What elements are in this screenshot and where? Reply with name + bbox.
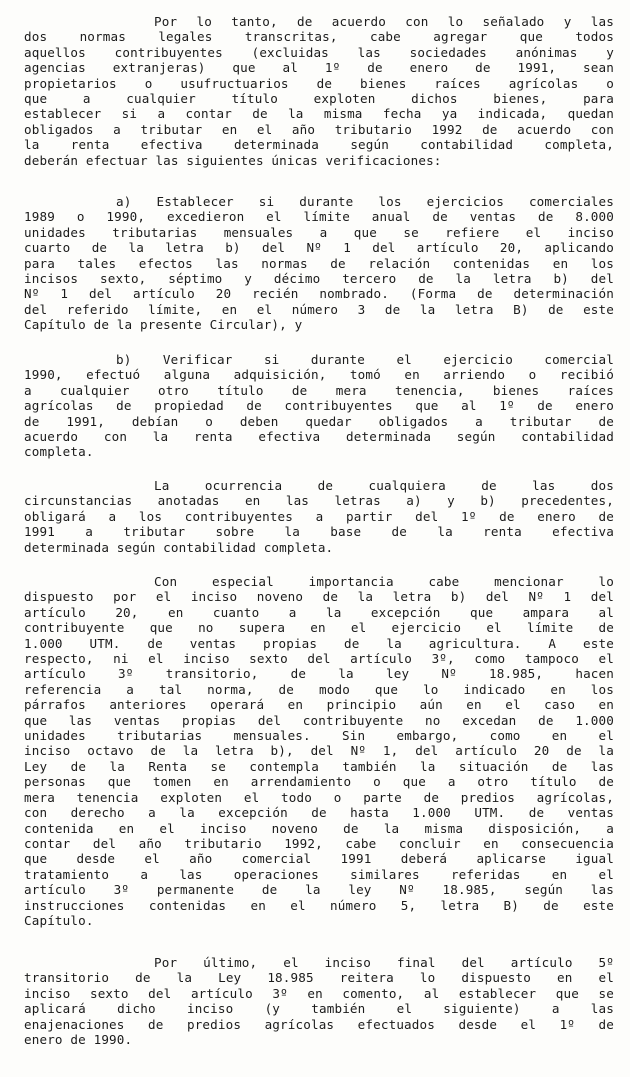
text-line: circunstancias anotadas en las letras a) y b) precedentes,: [24, 493, 614, 509]
text-line: obligará a los contribuyentes a partir del 1º de enero de: [24, 508, 614, 524]
text-line: deberán efectuar las siguientes únicas verificaciones:: [24, 152, 442, 168]
text-line: referencia a tal norma, de modo que lo indicado en los: [24, 681, 614, 697]
text-line: dos normas legales transcritas, cabe agregar que todos: [24, 29, 614, 45]
text-line: Ley de la Renta se contempla también la situación de las: [24, 758, 614, 774]
text-line: del referido límite, en el número 3 de la letra B) de este: [24, 301, 614, 317]
text-line: mera tenencia exploten el todo o parte de predios agrícolas,: [24, 789, 614, 805]
text-line: para tales efectos las normas de relación contenidas en los: [24, 255, 614, 271]
text-line: obligados a tributar en el año tributario 1992 de acuerdo con: [24, 121, 614, 137]
text-line: artículo 3º permanente de la ley Nº 18.985, según las: [24, 882, 614, 898]
text-line: inciso octavo de la letra b), del Nº 1, del artículo 20 de la: [24, 743, 614, 759]
text-line: acuerdo con la renta efectiva determinada según contabilidad: [24, 429, 614, 445]
text-line: la renta efectiva determinada según contabilidad completa,: [24, 137, 614, 153]
text-line: enero de 1990.: [24, 1032, 133, 1048]
text-line: respecto, ni el inciso sexto del artículo 3º, como tampoco el: [24, 651, 614, 667]
text-line: completa.: [24, 444, 94, 460]
text-line: párrafos anteriores operará en principio aún en el caso en: [24, 697, 614, 713]
text-line: b) Verificar si durante el ejercicio comercial: [116, 352, 614, 367]
text-line: 1991 a tributar sobre la base de la renta efectiva: [24, 524, 614, 540]
text-line: 1990, efectuó alguna adquisición, tomó en arriendo o recibió: [24, 367, 614, 383]
text-line: personas que tomen en arrendamiento o que a otro título de: [24, 774, 614, 790]
text-line: agencias extranjeras) que al 1º de enero de 1991, sean: [24, 60, 614, 76]
paragraph-4: [24, 478, 614, 555]
text-line: establecer si a contar de la misma fecha ya indicada, quedan: [24, 106, 614, 122]
text-line: instrucciones contenidas en el número 5, letra B) de este: [24, 897, 614, 913]
text-line: artículo 20, en cuanto a la excepción que ampara al: [24, 604, 614, 620]
text-line: agrícolas de propiedad de contribuyentes que al 1º de enero: [24, 398, 614, 414]
text-line: a) Establecer si durante los ejercicios comerciales: [116, 194, 614, 209]
paragraph-1: [24, 14, 614, 168]
text-line: transitorio de la Ley 18.985 reitera lo dispuesto en el: [24, 970, 614, 986]
paragraph-3: [24, 352, 614, 460]
text-line: artículo 3º transitorio, de la ley Nº 18.985, hacen: [24, 666, 614, 682]
paragraph-5: [24, 574, 614, 928]
text-line: inciso sexto del artículo 3º en comento, al establecer que se: [24, 985, 614, 1001]
text-line: Con especial importancia cabe mencionar lo: [154, 574, 614, 589]
text-line: a cualquier otro título de mera tenencia, bienes raíces: [24, 382, 614, 398]
text-line: contenida en el inciso noveno de la misma disposición, a: [24, 820, 614, 836]
text-line: contar del año tributario 1992, cabe concluir en consecuencia: [24, 835, 614, 851]
text-line: cuarto de la letra b) del Nº 1 del artículo 20, aplicando: [24, 240, 614, 256]
text-line: 1.000 UTM. de ventas propias de la agricultura. A este: [24, 635, 614, 651]
paragraph-2: [24, 194, 614, 333]
text-line: Capítulo.: [24, 912, 94, 928]
text-line: 1989 o 1990, excedieron el límite anual de ventas de 8.000: [24, 209, 614, 225]
text-line: enajenaciones de predios agrícolas efectuados desde el 1º de: [24, 1016, 614, 1032]
text-line: La ocurrencia de cualquiera de las dos: [154, 478, 614, 493]
text-line: aplicará dicho inciso (y también el siguiente) a las: [24, 1001, 614, 1017]
text-line: que a cualquier título exploten dichos bienes, para: [24, 91, 614, 107]
text-line: que las ventas propias del contribuyente no excedan de 1.000: [24, 712, 614, 728]
text-line: con derecho a la excepción de hasta 1.000 UTM. de ventas: [24, 805, 614, 821]
text-line: Por lo tanto, de acuerdo con lo señalado y las: [154, 14, 614, 29]
text-line: que desde el año comercial 1991 deberá aplicarse igual: [24, 851, 614, 867]
text-line: Por último, el inciso final del artículo 5º: [154, 955, 614, 970]
text-line: dispuesto por el inciso noveno de la letra b) del Nº 1 del: [24, 589, 614, 605]
text-line: propietarios o usufructuarios de bienes raíces agrícolas o: [24, 75, 614, 91]
text-line: aquellos contribuyentes (excluidas las sociedades anónimas y: [24, 44, 614, 60]
text-line: contribuyente que no supera en el ejercicio el límite de: [24, 620, 614, 636]
text-line: incisos sexto, séptimo y décimo tercero de la letra b) del: [24, 271, 614, 287]
paragraph-6: [24, 955, 614, 1047]
text-line: de 1991, debían o deben quedar obligados a tributar de: [24, 413, 614, 429]
text-line: Capítulo de la presente Circular), y: [24, 317, 303, 333]
text-line: determinada según contabilidad completa.: [24, 539, 334, 555]
text-line: unidades tributarias mensuales. Sin embargo, como en el: [24, 728, 614, 744]
text-line: Nº 1 del artículo 20 recién nombrado. (Forma de determinación: [24, 286, 614, 302]
text-line: tratamiento a las operaciones similares referidas en el: [24, 866, 614, 882]
text-line: unidades tributarias mensuales a que se refiere el inciso: [24, 224, 614, 240]
